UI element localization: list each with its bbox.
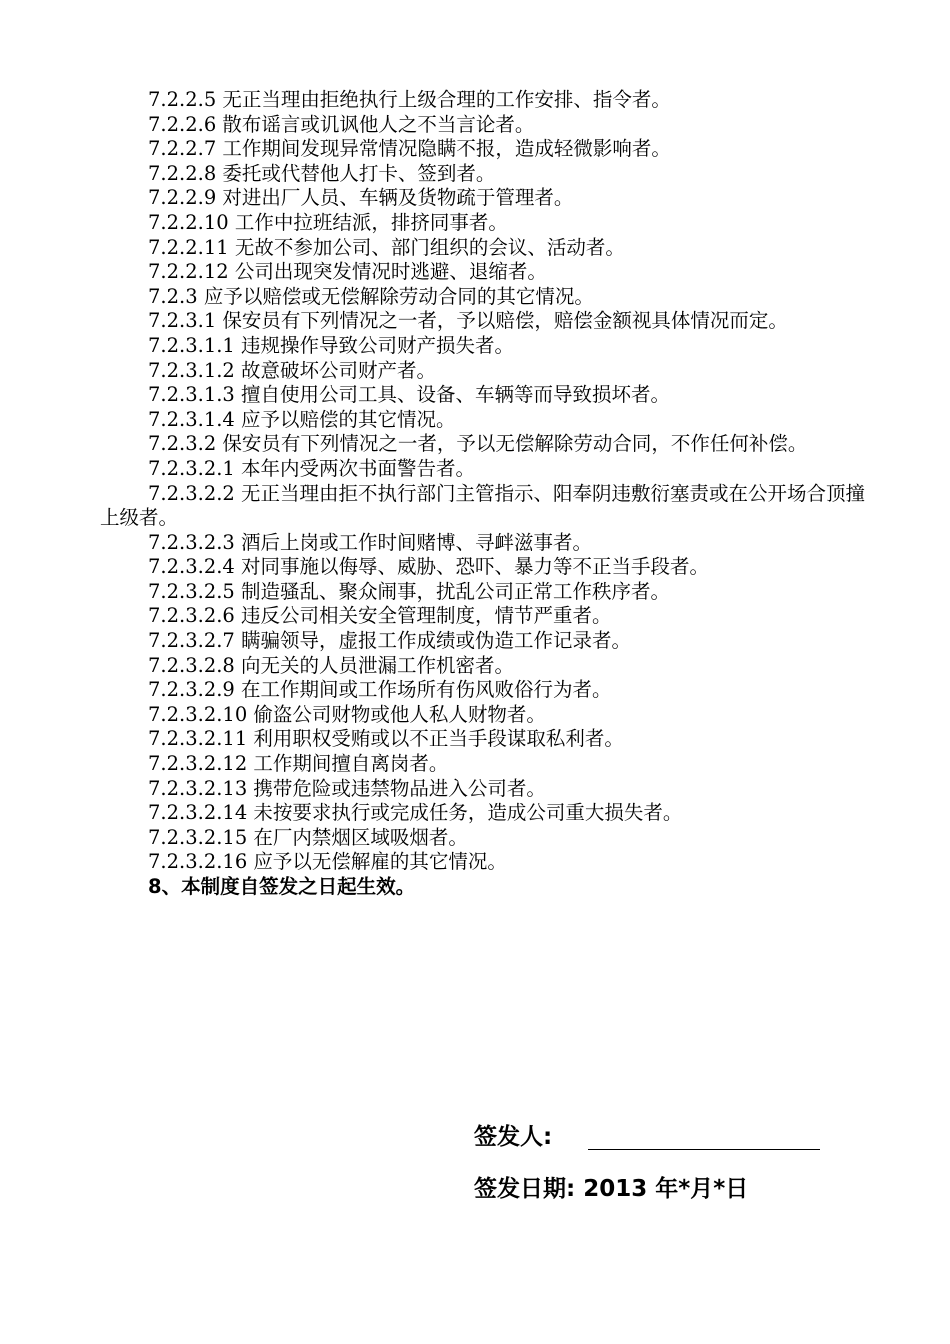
issuer-label: 签发人: xyxy=(474,1124,553,1150)
clause-line: 7.2.3.2.13 携带危险或违禁物品进入公司者。 xyxy=(148,776,546,800)
clause-line: 7.2.3.2.5 制造骚乱、聚众闹事，扰乱公司正常工作秩序者。 xyxy=(148,579,671,603)
clause-line: 7.2.3.2.12 工作期间擅自离岗者。 xyxy=(148,752,449,776)
signature-line xyxy=(588,1149,820,1150)
clause-line: 7.2.3.2.3 酒后上岗或工作时间赌博、寻衅滋事者。 xyxy=(148,530,593,554)
clause-line: 7.2.3.2.6 违反公司相关安全管理制度，情节严重者。 xyxy=(148,604,612,628)
clause-line: 7.2.2.11 无故不参加公司、部门组织的会议、活动者。 xyxy=(148,235,625,259)
clause-line: 7.2.3.1.3 擅自使用公司工具、设备、车辆等而导致损坏者。 xyxy=(148,383,671,407)
clause-line: 7.2.2.9 对进出厂人员、车辆及货物疏于管理者。 xyxy=(148,186,574,210)
clause-line: 7.2.3.1.2 故意破坏公司财产者。 xyxy=(148,358,437,382)
clause-line: 7.2.2.7 工作期间发现异常情况隐瞒不报，造成轻微影响者。 xyxy=(148,137,671,161)
clause-line: 7.2.3.2.4 对同事施以侮辱、威胁、恐吓、暴力等不正当手段者。 xyxy=(148,555,710,579)
clause-line: 7.2.3.2 保安员有下列情况之一者，予以无偿解除劳动合同，不作任何补偿。 xyxy=(148,432,808,456)
clause-line: 7.2.2.6 散布谣言或讥讽他人之不当言论者。 xyxy=(148,112,535,136)
document-body xyxy=(100,88,875,900)
clause-line: 7.2.2.8 委托或代替他人打卡、签到者。 xyxy=(148,161,496,185)
clause-line: 7.2.3 应予以赔偿或无偿解除劳动合同的其它情况。 xyxy=(148,284,594,308)
clause-line: 7.2.3.2.16 应予以无偿解雇的其它情况。 xyxy=(148,850,507,874)
issue-date: 签发日期: 2013 年*月*日 xyxy=(474,1176,749,1202)
clause-line: 7.2.3.1.4 应予以赔偿的其它情况。 xyxy=(148,407,456,431)
clause-line: 7.2.3.1.1 违规操作导致公司财产损失者。 xyxy=(148,333,515,357)
closing-statement: 8、本制度自签发之日起生效。 xyxy=(148,875,416,898)
clause-line: 7.2.2.12 公司出现突发情况时逃避、退缩者。 xyxy=(148,260,547,284)
clause-line: 7.2.3.2.15 在厂内禁烟区域吸烟者。 xyxy=(148,825,468,849)
clause-line: 7.2.3.2.11 利用职权受贿或以不正当手段谋取私利者。 xyxy=(148,727,624,751)
clause-line: 7.2.3.2.14 未按要求执行或完成任务，造成公司重大损失者。 xyxy=(148,801,683,825)
clause-line: 7.2.3.2.2 无正当理由拒不执行部门主管指示、阳奉阴违敷衍塞责或在公开场合顶撞上级者。 xyxy=(100,481,866,530)
clause-line: 7.2.3.2.10 偷盗公司财物或他人私人财物者。 xyxy=(148,702,546,726)
clause-line: 7.2.3.2.1 本年内受两次书面警告者。 xyxy=(148,456,476,480)
clause-line: 7.2.2.10 工作中拉班结派，排挤同事者。 xyxy=(148,210,508,234)
clause-line: 7.2.3.1 保安员有下列情况之一者，予以赔偿，赔偿金额视具体情况而定。 xyxy=(148,309,788,333)
clause-line: 7.2.3.2.9 在工作期间或工作场所有伤风败俗行为者。 xyxy=(148,678,612,702)
clause-line: 7.2.3.2.7 瞒骗领导，虚报工作成绩或伪造工作记录者。 xyxy=(148,629,632,653)
clause-line: 7.2.3.2.8 向无关的人员泄漏工作机密者。 xyxy=(148,653,515,677)
clause-line: 7.2.2.5 无正当理由拒绝执行上级合理的工作安排、指令者。 xyxy=(148,88,671,111)
